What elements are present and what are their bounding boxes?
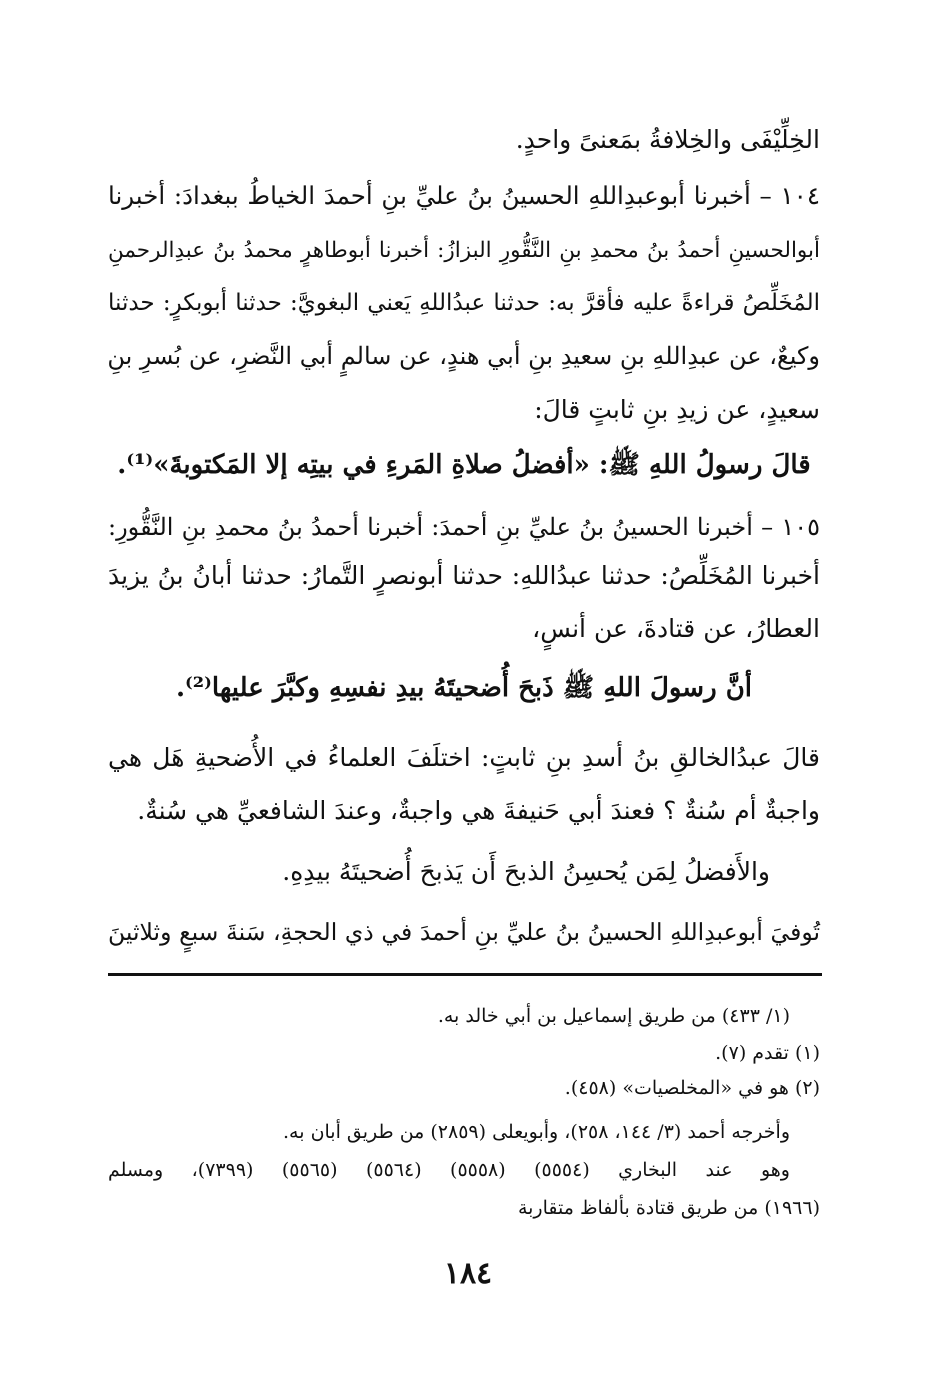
book-page [108,0,820,1377]
body-line: والأَفضلُ لِمَن يُحسِنُ الذبحَ أَن يَذبحَ أُضحيتَهُ بيدِهِ. [282,857,770,886]
page-number: ١٨٤ [443,1256,493,1291]
body-line: وكيعٌ، عن عبدِاللهِ بنِ سعيدِ بنِ أبي هندٍ، عن سالمٍ أبي النَّضرِ، عن بُسرِ بنِ [107,342,820,370]
footnote-line: (١٩٦٦) من طريق قتادة بألفاظ متقاربة [517,1197,820,1219]
footnote-line: (١/ ٤٣٣) من طريق إسماعيل بن أبي خالد به. [437,1005,790,1027]
body-line: ١٠٥ – أخبرنا الحسينُ بنُ عليِّ بنِ أحمدَ: أخبرنا أحمدُ بنُ محمدِ بنِ النَّقُّورِ: [108,513,820,541]
body-line: أبوالحسينِ أحمدُ بنُ محمدِ بنِ النَّقُّورِ البزازُ: أخبرنا أبوطاهرٍ محمدُ بنُ عبدِالرحمنِ [108,238,820,263]
body-line: العطارُ، عن قتادةَ، عن أنسٍ، [532,614,820,643]
hadith-text: أنَّ رسولَ اللهِ ﷺ ذَبحَ أُضحيتَهُ بيدِ نفسِهِ وكبَّرَ عليها⁽²⁾. [175,673,753,703]
body-line: سعيدٍ، عن زيدِ بنِ ثابتٍ قالَ: [534,395,820,424]
footnote-separator [108,973,822,976]
body-line: الخِلِّيْفَى والخِلافةُ بمَعنىً واحدٍ. [515,125,820,154]
body-line: المُخَلِّصُ قراءةً عليه فأقرَّ به: حدثنا عبدُاللهِ يَعني البغويَّ: حدثنا أبوبكرٍ: حدثنا [108,290,820,316]
body-line: أخبرنا المُخَلِّصُ: حدثنا عبدُاللهِ: حدثنا أبونصرٍ التَّمارُ: حدثنا أبانُ بنُ يزيدَ [108,561,820,590]
footnote-line: (١) تقدم (٧). [715,1042,820,1064]
body-line: قالَ عبدُالخالقِ بنُ أسدِ بنِ ثابتٍ: اختلَفَ العلماءُ في الأُضحيةِ هَل هي [108,743,820,772]
footnote-line: وهو عند البخاري (٥٥٥٤) (٥٥٥٨) (٥٥٦٤) (٥٥٦٥) (٧٣٩٩)، ومسلم [108,1159,790,1181]
footnote-line: وأخرجه أحمد (٣/ ١٤٤، ٢٥٨)، وأبويعلى (٢٨٥٩) من طريق أبان به. [283,1121,790,1143]
body-line: واجبةٌ أم سُنةٌ ؟ فعندَ أبي حَنيفةَ هي واجبةٌ، وعندَ الشافعيِّ هي سُنةٌ. [137,796,820,825]
body-line: تُوفيَ أبوعبدِاللهِ الحسينُ بنُ عليِّ بنِ أحمدَ في ذي الحجةِ، سَنةَ سبعٍ وثلاثينَ [108,918,820,946]
footnote-line: (٢) هو في «المخلصيات» (٤٥٨). [564,1077,820,1099]
body-line: ١٠٤ – أخبرنا أبوعبدِاللهِ الحسينُ بنُ عليِّ بنِ أحمدَ الخياطُ ببغدادَ: أخبرنا [108,181,820,210]
hadith-text: قالَ رسولُ اللهِ ﷺ: «أفضلُ صلاةِ المَرءِ في بيتِه إلا المَكتوبةَ»⁽¹⁾. [117,450,811,480]
